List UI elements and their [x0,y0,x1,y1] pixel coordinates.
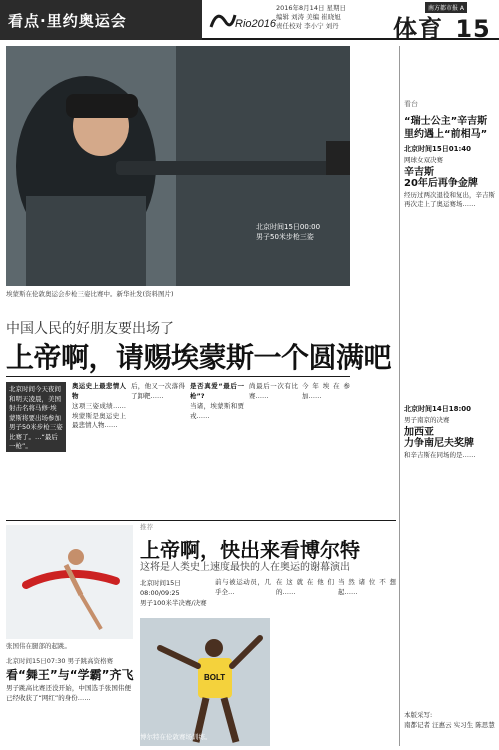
story2-event: 男子100米半决赛/决赛 [140,599,207,607]
editor-line: 编辑 刘涛 美编 崔晓旭 [276,13,341,21]
headline-rule [6,376,350,377]
story-lead: 北京时间今天夜间和明天凌晨，美国射击名将马修·埃蒙斯将要出场参加男子50米步枪三姿比赛了。…“最后一枪”。 [6,382,66,452]
sidebar-event-1: 网球女双决赛 [404,156,443,164]
section-divider [6,520,396,521]
photo-caption: 埃蒙斯在伦敦奥运会步枪三姿比赛中。新华社发(资料图片) [6,290,174,298]
story-column-4: 尚最后一次有比赛…… [249,382,298,400]
high-jumper-photo [6,525,133,639]
sidebar-body-2: 和辛吉斯在同场的是…… [404,450,476,459]
story-column-2: 后，他又一次落得了卸靶…… [131,382,185,400]
story2-headline: 上帝啊，快出来看博尔特 [140,538,360,562]
story2-subhead: 这将是人类史上速度最快的人在奥运的谢幕演出 [140,562,350,573]
sidebar-time-1: 北京时间15日01:40 [404,144,472,153]
credits-names: 南都记者 汪惠云 实习生 陈思慧 [404,721,495,729]
story2-label: 推荐 [140,523,153,531]
date-line: 2016年8月14日 星期日 [276,4,347,12]
sidebar-title: “瑞士公主”辛吉斯里约遇上“前相马” [404,115,488,140]
story2-time-label: 北京时间15日 [140,579,181,587]
story3-photo-caption: 张国伟在腿部的起跳。 [6,642,71,650]
sidebar-body-1: 经历过两次退役和复出，辛吉斯再次走上了奥运赛场…… [404,190,495,208]
story3-body: 男子跳高比赛还没开始，中国选手张国伟便已经收获了“网红”的身份…… [6,684,131,702]
story2-column-2: 在这就在他们的…… [276,578,334,596]
column-heading: 奥运史上最悲情人物 [72,382,126,400]
rio-2016-logo [207,5,276,37]
section-name: 体育 [393,15,443,43]
sidebar-sub-1: 20年后再争金牌 [404,178,478,189]
sidebar-time-2: 北京时间14日18:00 [404,404,472,413]
shooter-photo [6,46,350,286]
photo-time-overlay [256,222,346,242]
story2-column-3: 当然诸位不想起…… [338,578,396,596]
date-block [276,4,372,31]
sidebar-tag: 看台 [404,100,418,108]
section-title [393,9,491,44]
column-text: 当诸，埃蒙斯和贾戎…… [190,402,244,420]
column-divider [399,46,400,746]
story3-headline: 看“舞王”与“学霸”齐飞 [6,668,134,682]
overlay-event: 男子50米步枪三姿 [256,233,314,241]
story-column-1 [72,382,126,512]
overlay-time: 北京时间15日00:00 [256,223,321,231]
bolt-photo [140,618,270,746]
newspaper-tag: 南方都市报 A [425,2,467,13]
svg-text:Rio2016: Rio2016 [235,18,276,30]
story-column-5: 今年埃在参加…… [302,382,350,400]
story-headline: 上帝啊，请赐埃蒙斯一个圆满吧 [6,341,392,374]
sidebar-event-2: 男子南京的决赛 [404,416,450,424]
credits [404,710,496,730]
svg-text:BOLT: BOLT [204,673,226,682]
story-column-3 [190,382,244,512]
bolt-photo-caption: 博尔特在伦敦赛场训练。 [140,733,212,741]
sidebar-name-1: 辛吉斯 [404,166,434,178]
story3-time: 北京时间15日07:30 男子跳高资格赛 [6,657,114,665]
sidebar [404,100,496,601]
proofreader-line: 责任校对 李小宁 刘丹 [276,22,339,30]
story2-column-1: 前与被运动员，几乎全… [215,578,271,596]
credits-label: 本版采写: [404,711,433,719]
sidebar-name-2: 加西亚 [404,426,434,438]
page-number: 15 [455,15,491,43]
story2-time: 08:00/09:25 [140,589,180,597]
sidebar-sub-2: 力争南尼夫奖牌 [404,438,474,449]
column-text: 这项三姿成绩……埃蒙斯是奥运史上最悲情人物…… [72,402,126,429]
story2-time-block [140,578,210,608]
column-heading: 是否真爱“最后一枪”? [190,382,244,400]
section-left-banner: 看点·里约奥运会 [0,0,202,40]
story-kicker: 中国人民的好朋友要出场了 [6,321,174,337]
